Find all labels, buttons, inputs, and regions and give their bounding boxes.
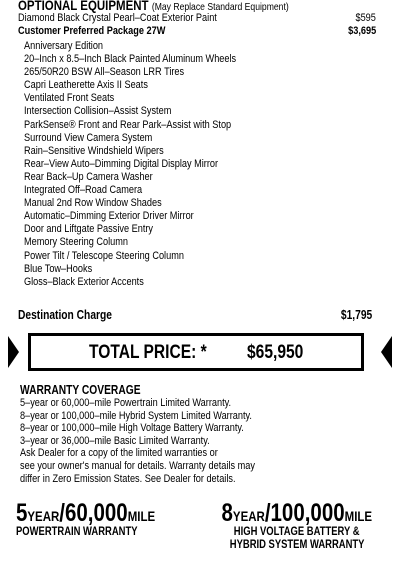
- warranty-line: 5–year or 60,000–mile Powertrain Limited Warranty.: [20, 397, 232, 409]
- list-item: ParkSense® Front and Rear Park–Assist with Stop: [24, 118, 232, 131]
- list-item: Gloss–Black Exterior Accents: [24, 275, 144, 288]
- list-item: Rain–Sensitive Windshield Wipers: [24, 144, 164, 157]
- badge-years: 5: [16, 499, 28, 527]
- warranty-line: differ in Zero Emission States. See Dealer for details.: [20, 472, 236, 485]
- list-item: Rear Back–Up Camera Washer: [24, 170, 153, 183]
- optional-equipment-header: [18, 0, 378, 11]
- warranty-line: Ask Dealer for a copy of the limited warranties or: [20, 447, 218, 460]
- package-row: [18, 25, 376, 38]
- list-item: Intersection Collision–Assist System: [24, 105, 172, 118]
- list-item: 20–Inch x 8.5–Inch Black Painted Aluminum Wheels: [24, 53, 237, 66]
- optional-equipment-subtitle: (May Replace Standard Equipment): [151, 1, 289, 13]
- list-item: Integrated Off–Road Camera: [24, 184, 143, 197]
- badge-year-unit: YEAR: [233, 508, 266, 524]
- list-item: 265/50R20 BSW All–Season LRR Tires: [24, 66, 185, 79]
- badge-year-unit: YEAR: [27, 508, 60, 524]
- warranty-heading: WARRANTY COVERAGE: [20, 383, 141, 397]
- list-item: Memory Steering Column: [24, 236, 129, 249]
- badge-mile-unit: MILE: [127, 508, 156, 524]
- warranty-lines: [20, 397, 307, 485]
- optional-equipment-title: OPTIONAL EQUIPMENT: [18, 0, 149, 13]
- list-item: Power Tilt / Telescope Steering Column: [24, 249, 184, 262]
- badge-miles: 60,000: [65, 499, 128, 527]
- total-price-box: [28, 333, 364, 371]
- badge-miles: 100,000: [270, 499, 345, 527]
- warranty-line: 8–year or 100,000–mile High Voltage Battery Warranty.: [20, 422, 244, 435]
- hybrid-caption-line1: HIGH VOLTAGE BATTERY &: [234, 526, 360, 538]
- badge-separator: /: [59, 499, 66, 527]
- list-item: Blue Tow–Hooks: [24, 262, 93, 275]
- list-item: Anniversary Edition: [24, 40, 104, 52]
- warranty-line: 3–year or 36,000–mile Basic Limited Warranty.: [20, 434, 210, 447]
- paint-price: $595: [355, 12, 376, 24]
- hybrid-caption-line2: HYBRID SYSTEM WARRANTY: [229, 538, 365, 551]
- left-arrow-icon: [8, 336, 19, 368]
- right-arrow-icon: [381, 336, 392, 368]
- list-item: Automatic–Dimming Exterior Driver Mirror: [24, 210, 194, 223]
- powertrain-warranty-badge: [16, 500, 196, 539]
- package-items-list: [24, 40, 364, 289]
- total-price-value: $65,950: [247, 342, 304, 363]
- badge-separator: /: [265, 499, 271, 527]
- total-price-label: TOTAL PRICE: *: [89, 342, 207, 363]
- warranty-line: see your owner's manual for details. Warranty details may: [20, 459, 255, 472]
- paint-label: Diamond Black Crystal Pearl–Coat Exterior Paint: [18, 12, 217, 24]
- destination-price: $1,795: [340, 308, 372, 322]
- list-item: Surround View Camera System: [24, 131, 153, 144]
- paint-row: [18, 12, 376, 25]
- list-item: Capri Leatherette Axis II Seats: [24, 79, 148, 92]
- package-price: $3,695: [347, 25, 376, 37]
- list-item: Ventilated Front Seats: [24, 92, 115, 105]
- list-item: Rear–View Auto–Dimming Digital Display Mirror: [24, 157, 219, 170]
- destination-label: Destination Charge: [18, 308, 112, 322]
- warranty-line: 8–year or 100,000–mile Hybrid System Limited Warranty.: [20, 409, 252, 422]
- badge-years: 8: [221, 499, 234, 527]
- list-item: Manual 2nd Row Window Shades: [24, 197, 162, 210]
- list-item: Door and Liftgate Passive Entry: [24, 223, 154, 236]
- hybrid-warranty-badge: [204, 500, 390, 551]
- powertrain-caption: POWERTRAIN WARRANTY: [16, 526, 138, 538]
- package-label: Customer Preferred Package 27W: [18, 25, 166, 37]
- badge-mile-unit: MILE: [344, 508, 373, 524]
- destination-charge-row: [18, 308, 372, 324]
